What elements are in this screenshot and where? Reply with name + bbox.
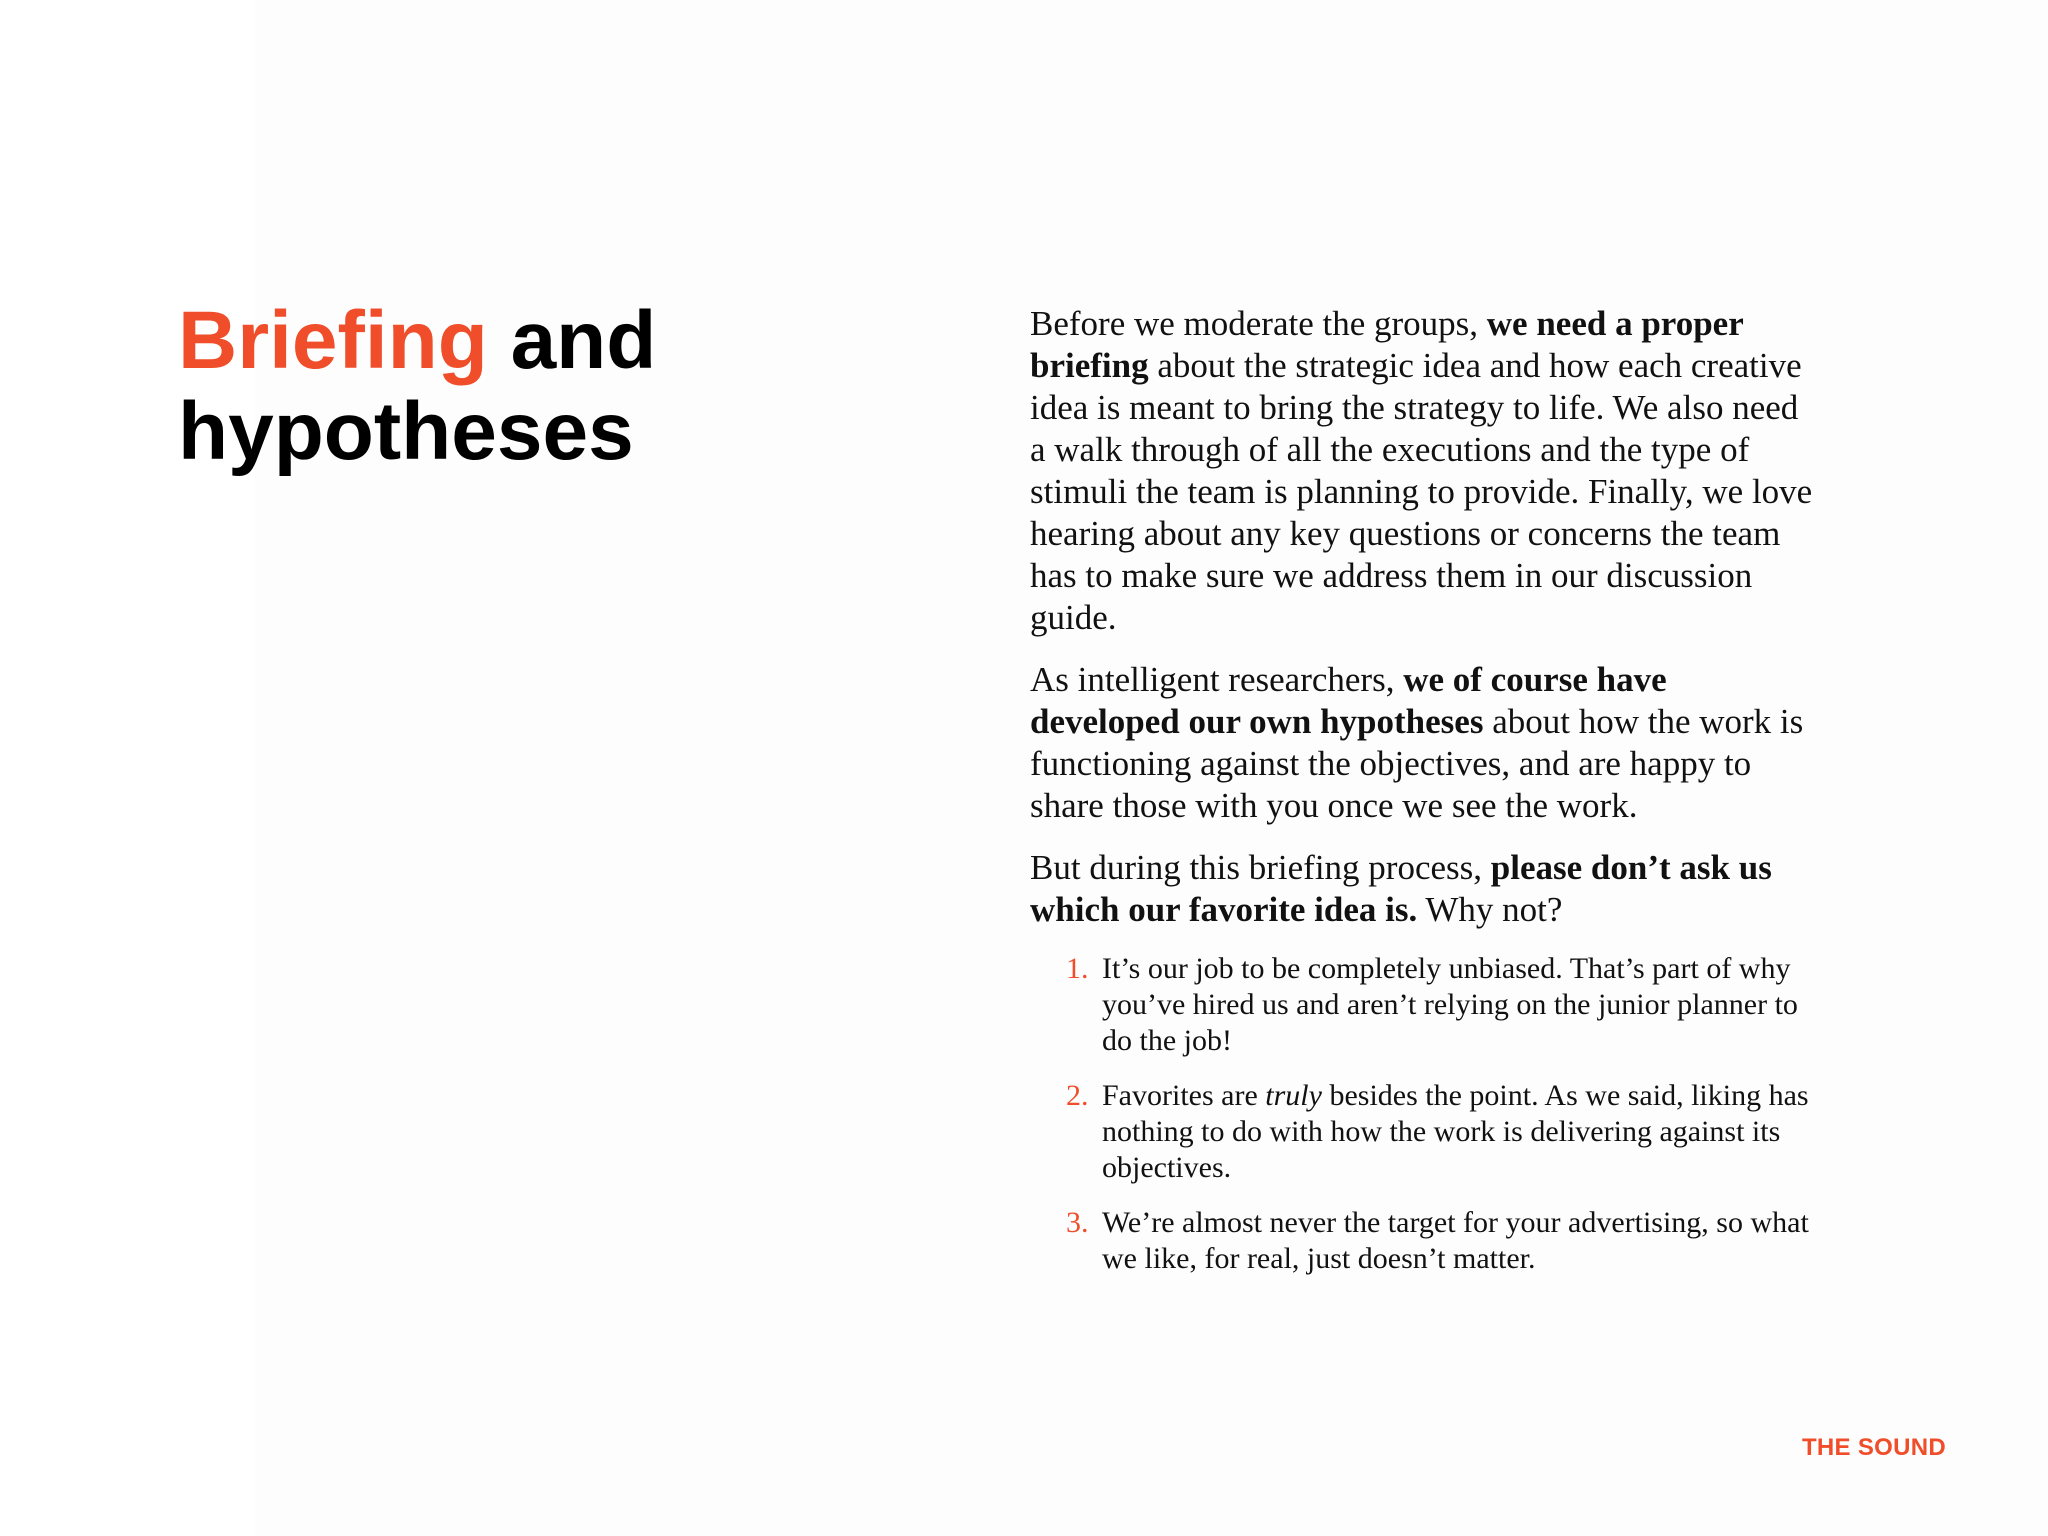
reasons-list <box>1030 951 1820 1277</box>
list-item <box>1066 1078 1820 1186</box>
paragraph-text: But during this briefing process, <box>1030 848 1491 887</box>
list-item-text: Favorites are <box>1102 1079 1266 1112</box>
list-item-text: We’re almost never the target for your advertising, so what we like, for real, just doesn’t matter. <box>1102 1206 1809 1275</box>
list-number: 2. <box>1066 1079 1089 1112</box>
title-word-and: and <box>487 295 657 386</box>
paragraph-emphasis: please don’t ask us which our favorite idea is. <box>1030 848 1772 929</box>
list-item-text: It’s our job to be completely unbiased. That’s part of why you’ve hired us and aren’t relying on the junior planner to do the job! <box>1102 952 1798 1057</box>
list-item <box>1066 1205 1820 1277</box>
list-item-emphasis: truly <box>1265 1079 1322 1112</box>
list-item <box>1066 951 1820 1059</box>
body-text <box>1030 303 1820 1296</box>
paragraph-text: As intelligent researchers, <box>1030 660 1404 699</box>
list-number: 1. <box>1066 952 1089 985</box>
paragraph-text: about the strategic idea and how each creative idea is meant to bring the strategy to life. We also need a walk through of all the executions and the type of stimuli the team is planning to provide. Finally, we love hearing about any key questions or concerns the team has to make sure we address them in our discussion guide. <box>1030 346 1813 637</box>
list-item-text: besides the point. As we said, liking has nothing to do with how the work is delivering against its objectives. <box>1102 1079 1809 1184</box>
title-accent-word: Briefing <box>178 295 488 386</box>
paragraph-briefing <box>1030 303 1820 639</box>
paragraph-text: Before we moderate the groups, <box>1030 304 1487 343</box>
paragraph-text: about how the work is functioning against the objectives, and are happy to share those with you once we see the work. <box>1030 702 1804 825</box>
paragraph-emphasis: we of course have developed our own hypotheses <box>1030 660 1667 741</box>
paragraph-text: Why not? <box>1417 890 1563 929</box>
page-title <box>178 295 878 477</box>
title-line-2: hypotheses <box>178 386 634 477</box>
list-number: 3. <box>1066 1206 1089 1239</box>
paragraph-hypotheses <box>1030 659 1820 827</box>
paragraph-favorite-idea <box>1030 847 1820 931</box>
brand-footer: THE SOUND <box>1801 1434 1946 1461</box>
paragraph-emphasis: we need a proper briefing <box>1030 304 1744 385</box>
